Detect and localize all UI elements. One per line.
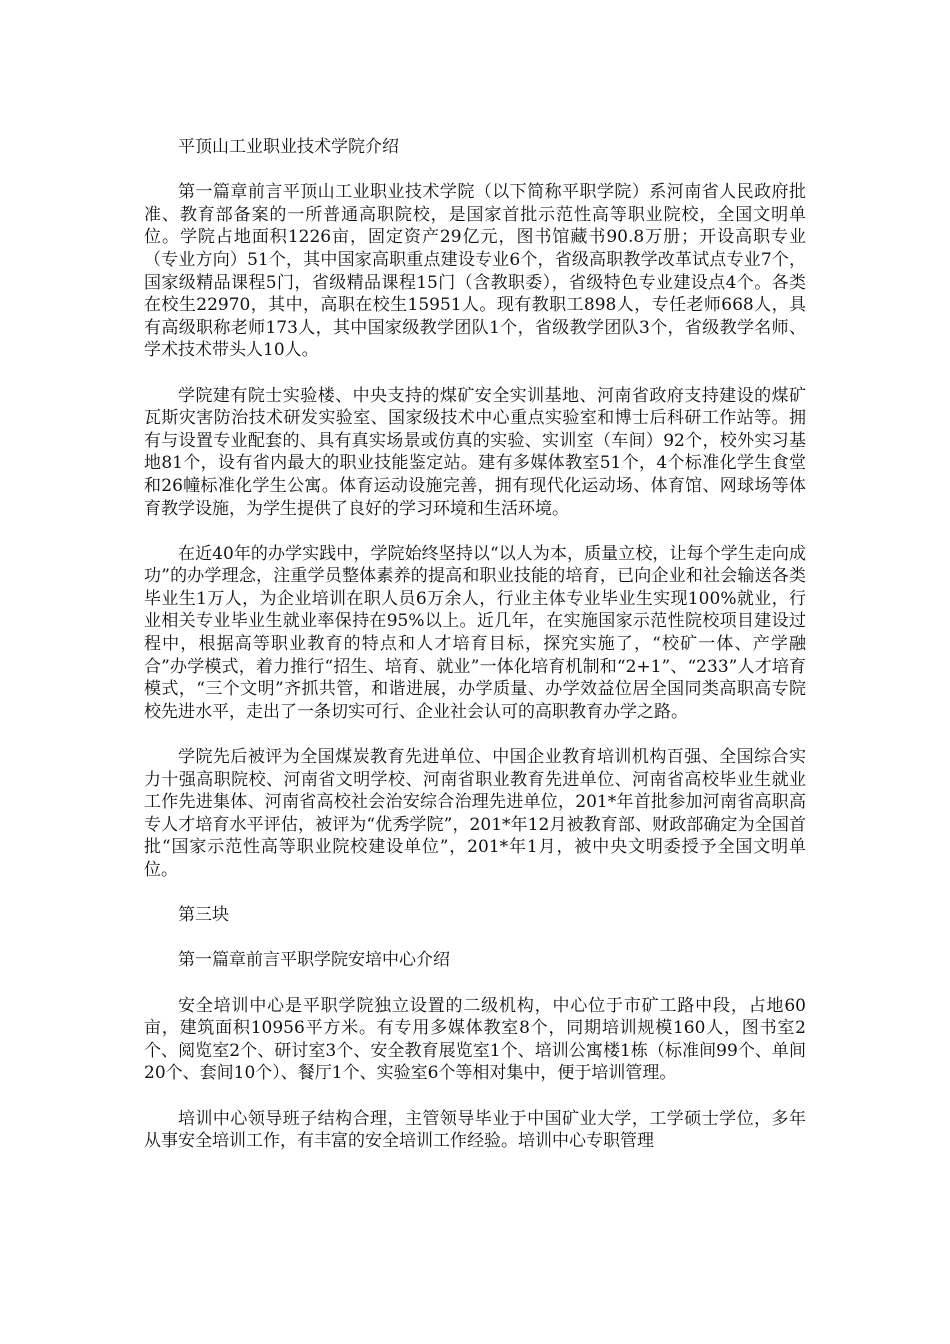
paragraph-intro: 第一篇章前言平顶山工业职业技术学院（以下简称平职学院）系河南省人民政府批准、教育部备案的一所普通高职院校，是国家首批示范性高等职业院校，全国文明单位。学院占地面积1226亩，固定资产29亿元，图书馆藏书90.8万册；开设高职专业（专业方向）51个，其中国家高职重点建设专业6个，省级高职教学改革试点专业7个，国家级精品课程5门，省级精品课程15门（含教职委），省级特色专业建设点4个。各类在校生22970，其中，高职在校生15951人。现有教职工898人，专任老师668人，具有高级职称老师173人，其中国家级教学团队1个，省级教学团队3个，省级教学名师、学术技术带头人10人。 xyxy=(144,182,806,361)
paragraph-facilities: 学院建有院士实验楼、中央支持的煤矿安全实训基地、河南省政府支持建设的煤矿瓦斯灾害防治技术研发实验室、国家级技术中心重点实验室和博士后科研工作站等。拥有与设置专业配套的、具有真实场景或仿真的实验、实训室（车间）92个，校外实习基地81个，设有省内最大的职业技能鉴定站。建有多媒体教室51个，4个标准化学生食堂和26幢标准化学生公寓。体育运动设施完善，拥有现代化运动场、体育馆、网球场等体育教学设施，为学生提供了良好的学习环境和生活环境。 xyxy=(144,385,806,519)
section-heading-third: 第三块 xyxy=(178,905,229,926)
paragraph-honors: 学院先后被评为全国煤炭教育先进单位、中国企业教育培训机构百强、全国综合实力十强高职院校、河南省文明学校、河南省职业教育先进单位、河南省高校毕业生就业工作先进集体、河南省高校社会治安综合治理先进单位，201*年首批参加河南省高职高专人才培育水平评估，被评为“优秀学院”，201*年12月被教育部、财政部确定为全国首批“国家示范性高等职业院校建设单位”，201*年1月，被中央文明委授予全国文明单位。 xyxy=(144,747,806,880)
section-heading-training-center: 第一篇章前言平职学院安培中心介绍 xyxy=(178,950,450,971)
document-body xyxy=(144,136,806,1175)
paragraph-leadership: 培训中心领导班子结构合理，主管领导毕业于中国矿业大学，工学硕士学位，多年从事安全培训工作，有丰富的安全培训工作经验。培训中心专职管理 xyxy=(144,1108,806,1152)
paragraph-training-center: 安全培训中心是平职学院独立设置的二级机构，中心位于市矿工路中段，占地60亩，建筑面积10956平方米。有专用多媒体教室8个，同期培训规模160人，图书室2个、阅览室2个、研讨室3个、安全教育展览室1个、培训公寓楼1栋（标准间99个、单间20个、套间10个）、餐厅1个、实验室6个等相对集中，便于培训管理。 xyxy=(144,995,806,1084)
document-title: 平顶山工业职业技术学院介绍 xyxy=(178,137,399,157)
paragraph-practice: 在近40年的办学实践中，学院始终坚持以“以人为本，质量立校，让每个学生走向成功”的办学理念，注重学员整体素养的提高和职业技能的培育，已向企业和社会输送各类毕业生1万人，为企业培训在职人员6万余人，行业主体专业毕业生实现100%就业，行业相关专业毕业生就业率保持在95%以上。近几年，在实施国家示范性院校项目建设过程中，根据高等职业教育的特点和人才培育目标，探究实施了，“校矿一体、产学融合”办学模式，着力推行“招生、培育、就业”一体化培育机制和“2+1”、“233”人才培育模式，“三个文明”齐抓共管，和谐进展，办学质量、办学效益位居全国同类高职高专院校先进水平，走出了一条切实可行、企业社会认可的高职教育办学之路。 xyxy=(144,543,806,722)
